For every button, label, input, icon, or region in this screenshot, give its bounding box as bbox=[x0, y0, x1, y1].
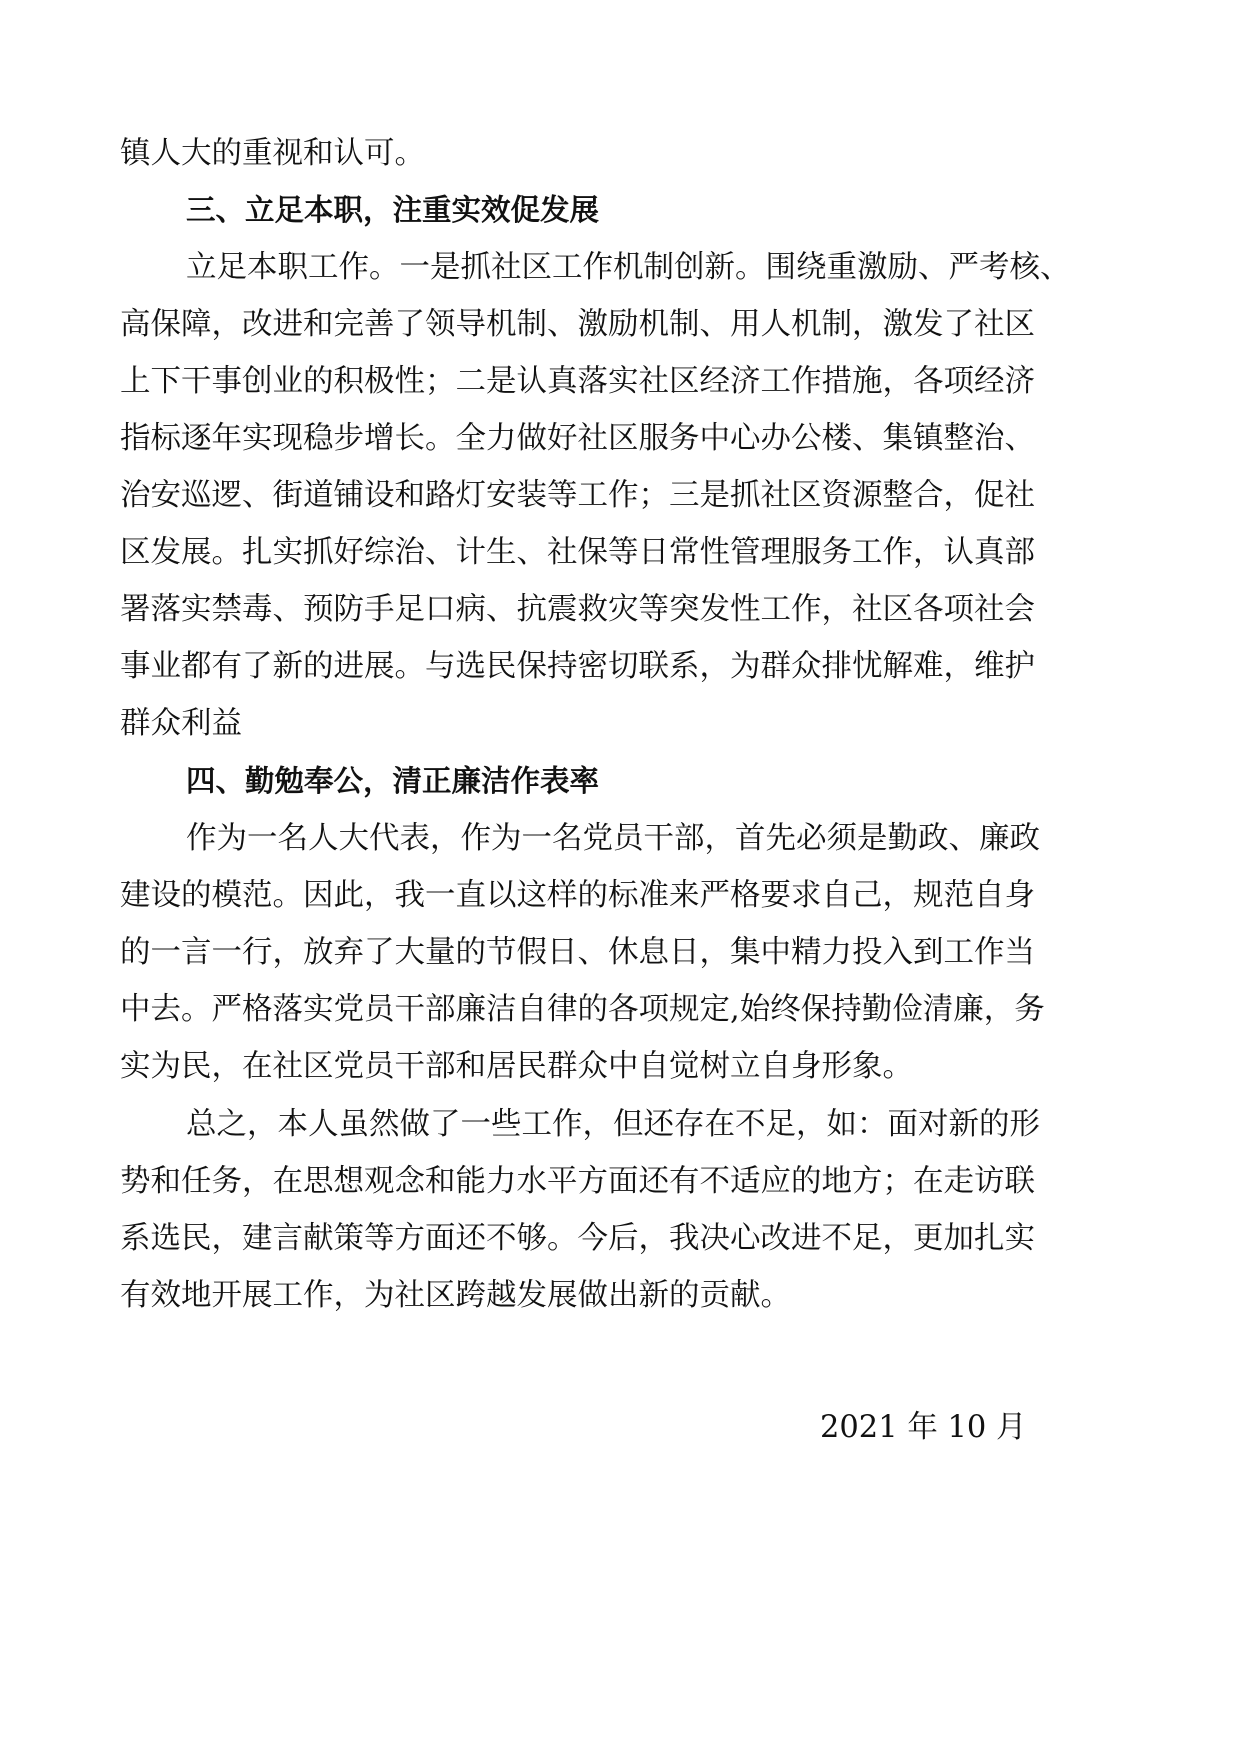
paragraph-line: 实为民，在社区党员干部和居民群众中自觉树立自身形象。 bbox=[120, 1049, 913, 1084]
paragraph-line: 指标逐年实现稳步增长。全力做好社区服务中心办公楼、集镇整治、 bbox=[120, 421, 1035, 456]
paragraph-line: 事业都有了新的进展。与选民保持密切联系，为群众排忧解难，维护 bbox=[120, 649, 1035, 684]
paragraph-line: 建设的模范。因此，我一直以这样的标准来严格要求自己，规范自身 bbox=[120, 878, 1035, 913]
paragraph-line: 区发展。扎实抓好综治、计生、社保等日常性管理服务工作，认真部 bbox=[120, 535, 1035, 570]
paragraph-line: 上下干事创业的积极性；二是认真落实社区经济工作措施，各项经济 bbox=[120, 364, 1035, 399]
paragraph-line: 作为一名人大代表，作为一名党员干部，首先必须是勤政、廉政 bbox=[186, 821, 1040, 856]
paragraph-line: 势和任务，在思想观念和能力水平方面还有不适应的地方；在走访联 bbox=[120, 1164, 1035, 1199]
paragraph-line: 系选民，建言献策等方面还不够。今后，我决心改进不足，更加扎实 bbox=[120, 1221, 1035, 1256]
document-date bbox=[820, 1410, 1027, 1446]
paragraph-line: 中去。严格落实党员干部廉洁自律的各项规定,始终保持勤俭清廉，务 bbox=[120, 992, 1045, 1027]
paragraph-line: 署落实禁毒、预防手足口病、抗震救灾等突发性工作，社区各项社会 bbox=[120, 592, 1035, 627]
paragraph-line: 有效地开展工作，为社区跨越发展做出新的贡献。 bbox=[120, 1278, 791, 1313]
paragraph-line: 的一言一行，放弃了大量的节假日、休息日，集中精力投入到工作当 bbox=[120, 935, 1035, 970]
paragraph-line: 立足本职工作。一是抓社区工作机制创新。围绕重激励、严考核、 bbox=[186, 250, 1071, 285]
paragraph-line: 镇人大的重视和认可。 bbox=[120, 136, 425, 171]
paragraph-line: 高保障，改进和完善了领导机制、激励机制、用人机制，激发了社区 bbox=[120, 307, 1035, 342]
paragraph-line: 总之，本人虽然做了一些工作，但还存在不足，如：面对新的形 bbox=[186, 1107, 1040, 1142]
paragraph-line: 群众利益 bbox=[120, 706, 242, 741]
section-heading-4: 四、勤勉奉公，清正廉洁作表率 bbox=[186, 764, 600, 798]
paragraph-line: 治安巡逻、街道铺设和路灯安装等工作；三是抓社区资源整合，促社 bbox=[120, 478, 1035, 513]
date-text: 2021 年 10 月 bbox=[820, 1410, 1027, 1445]
section-heading-3: 三、立足本职，注重实效促发展 bbox=[186, 193, 600, 227]
